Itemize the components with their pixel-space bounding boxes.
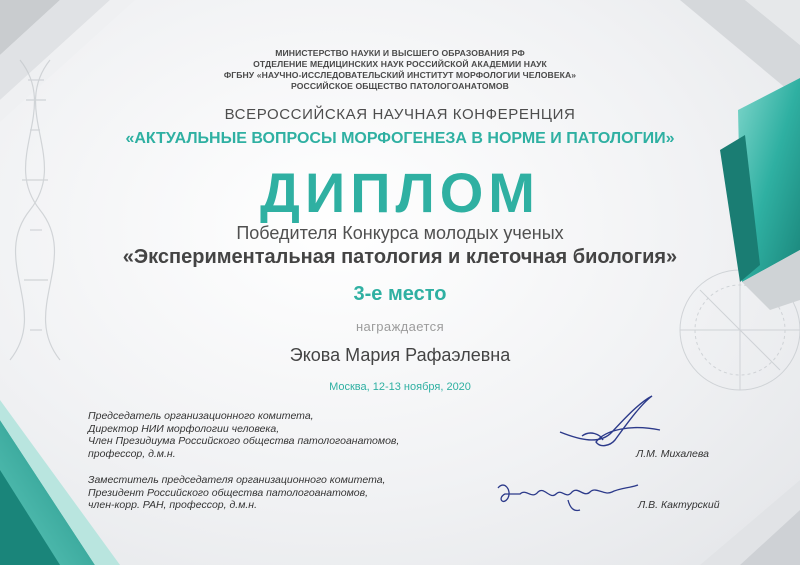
conference-label: ВСЕРОССИЙСКАЯ НАУЧНАЯ КОНФЕРЕНЦИЯ [224,106,576,123]
org-line: РОССИЙСКОЕ ОБЩЕСТВО ПАТОЛОГОАНАТОМОВ [291,81,509,91]
position-line: член-корр. РАН, профессор, д.м.н. [88,499,257,511]
bottom-right-ribbon [700,480,800,565]
org-line: ФГБНУ «НАУЧНО-ИССЛЕДОВАТЕЛЬСКИЙ ИНСТИТУТ МОРФОЛОГИИ ЧЕЛОВЕКА» [223,70,577,80]
signatory-position-chairman [88,410,399,460]
diploma-title: ДИПЛОМ [260,161,540,224]
conference-title: «АКТУАЛЬНЫЕ ВОПРОСЫ МОРФОГЕНЕЗА В НОРМЕ И ПАТОЛОГИИ» [125,130,675,147]
signature-kakturskiy-scribble [498,485,638,511]
awarded-label: награждается [355,319,445,334]
position-line: Член Президиума Российского общества патологоанатомов, [88,435,400,447]
date-place: Москва, 12-13 ноября, 2020 [329,381,471,393]
signatory-position-deputy [88,474,385,512]
position-line: профессор, д.м.н. [88,447,176,460]
position-line: Председатель организационного комитета, [88,410,314,422]
org-line: ОТДЕЛЕНИЕ МЕДИЦИНСКИХ НАУК РОССИЙСКОЙ АКАДЕМИИ НАУК [253,59,547,69]
winner-of-text: Победителя Конкурса молодых ученых [236,223,564,243]
place-award: 3-е место [353,283,447,305]
organization-header [0,48,800,92]
signatory-name-mikhaleva: Л.М. Михалева [636,448,709,460]
signature-mikhaleva-scribble [560,396,660,446]
signatory-name-kakturskiy: Л.В. Кактурский [638,499,720,511]
position-line: Заместитель председателя организационного комитета, [88,474,386,486]
position-line: Директор НИИ морфологии человека, [88,422,280,435]
contest-name: «Экспериментальная патология и клеточная биология» [122,246,678,268]
recipient-name: Экова Мария Рафаэлевна [289,345,511,365]
org-line: МИНИСТЕРСТВО НАУКИ И ВЫСШЕГО ОБРАЗОВАНИЯ РФ [275,48,525,58]
position-line: Президент Российского общества патологоанатомов, [88,486,369,499]
